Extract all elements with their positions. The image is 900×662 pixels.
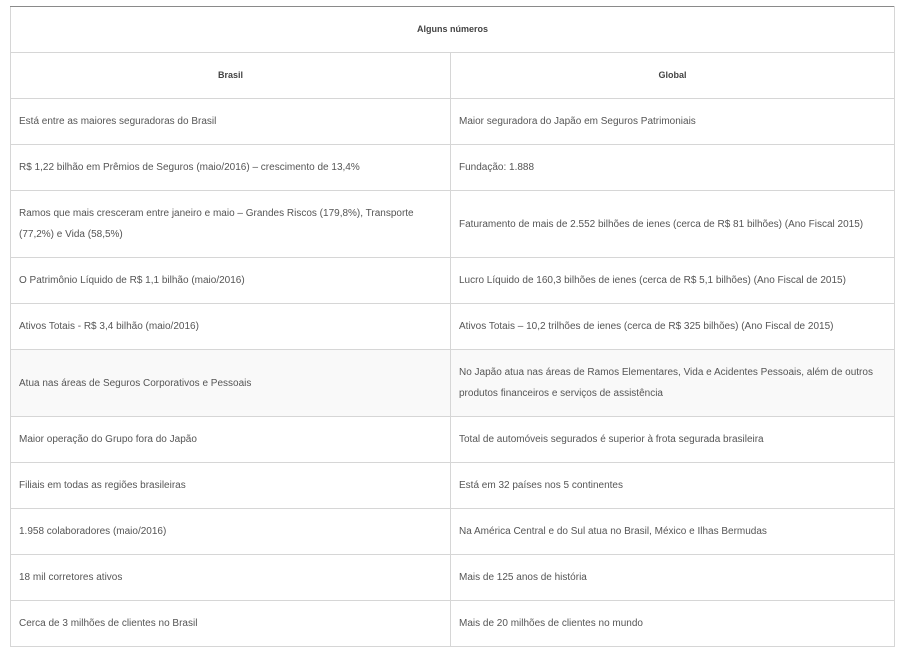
table-header-row [11,53,895,99]
cell-global: Mais de 20 milhões de clientes no mundo [451,601,895,647]
cell-brasil: Cerca de 3 milhões de clientes no Brasil [11,601,451,647]
cell-brasil: Está entre as maiores seguradoras do Brasil [11,99,451,145]
table-row [11,304,895,350]
cell-global: Está em 32 países nos 5 continentes [451,463,895,509]
numbers-table [10,6,895,647]
cell-brasil: Ramos que mais cresceram entre janeiro e maio – Grandes Riscos (179,8%), Transporte (77,2%) e Vida (58,5%) [11,191,451,258]
cell-global: Ativos Totais – 10,2 trilhões de ienes (cerca de R$ 325 bilhões) (Ano Fiscal de 2015) [451,304,895,350]
table-row [11,145,895,191]
table-row [11,417,895,463]
cell-global: Lucro Líquido de 160,3 bilhões de ienes (cerca de R$ 5,1 bilhões) (Ano Fiscal de 2015) [451,258,895,304]
table-row [11,258,895,304]
table-row [11,191,895,258]
cell-brasil: R$ 1,22 bilhão em Prêmios de Seguros (maio/2016) – crescimento de 13,4% [11,145,451,191]
table-row [11,99,895,145]
cell-brasil: Maior operação do Grupo fora do Japão [11,417,451,463]
cell-brasil: 18 mil corretores ativos [11,555,451,601]
cell-brasil: Filiais em todas as regiões brasileiras [11,463,451,509]
cell-global: Faturamento de mais de 2.552 bilhões de ienes (cerca de R$ 81 bilhões) (Ano Fiscal 2015) [451,191,895,258]
table-row [11,463,895,509]
cell-brasil: O Patrimônio Líquido de R$ 1,1 bilhão (maio/2016) [11,258,451,304]
numbers-table-container [10,6,894,647]
table-title-row [11,7,895,53]
table-row [11,601,895,647]
cell-brasil: Atua nas áreas de Seguros Corporativos e Pessoais [11,350,451,417]
cell-global: No Japão atua nas áreas de Ramos Elementares, Vida e Acidentes Pessoais, além de outros produtos financeiros e serviços de assistência [451,350,895,417]
cell-global: Fundação: 1.888 [451,145,895,191]
table-row [11,509,895,555]
table-row [11,555,895,601]
table-row [11,350,895,417]
column-header-brasil: Brasil [11,53,451,99]
cell-brasil: 1.958 colaboradores (maio/2016) [11,509,451,555]
cell-global: Maior seguradora do Japão em Seguros Patrimoniais [451,99,895,145]
cell-global: Mais de 125 anos de história [451,555,895,601]
cell-global: Total de automóveis segurados é superior à frota segurada brasileira [451,417,895,463]
cell-brasil: Ativos Totais - R$ 3,4 bilhão (maio/2016) [11,304,451,350]
cell-global: Na América Central e do Sul atua no Brasil, México e Ilhas Bermudas [451,509,895,555]
column-header-global: Global [451,53,895,99]
table-title: Alguns números [11,7,895,53]
